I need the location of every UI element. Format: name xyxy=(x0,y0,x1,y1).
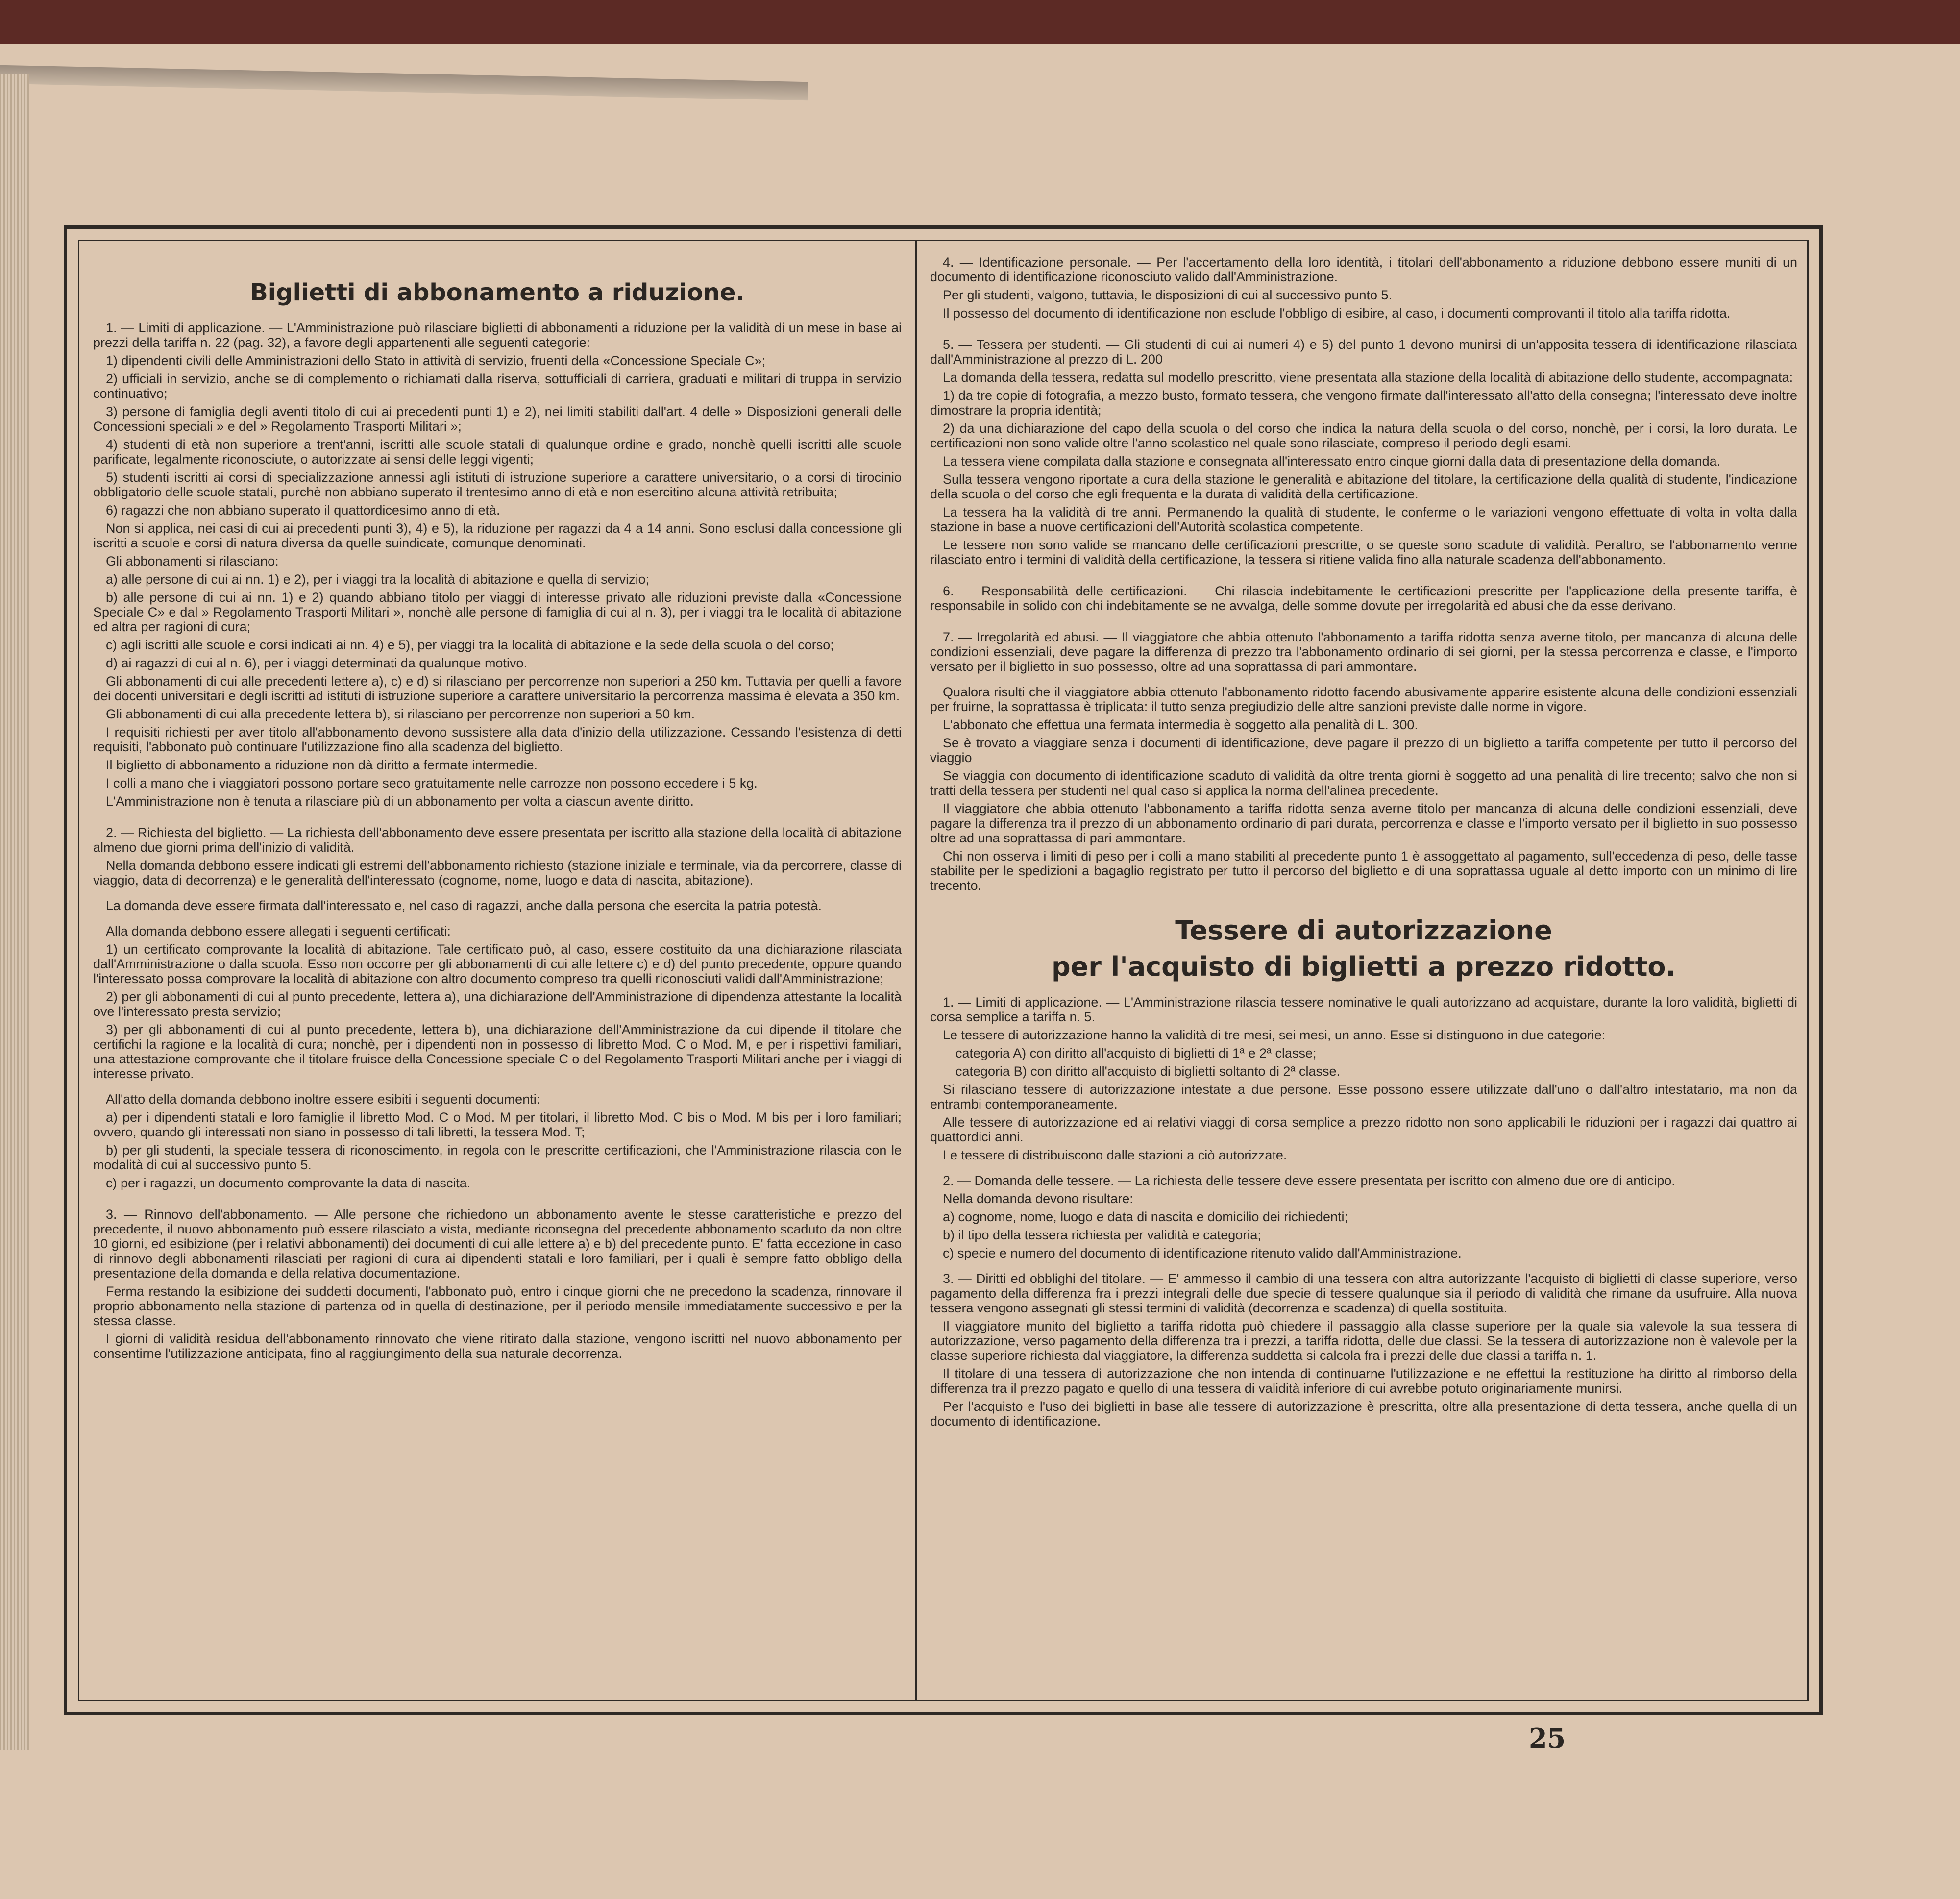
allegato-1: 1) un certificato comprovante la località di abitazione. Tale certificato può, al caso, essere costituito da una dichiarazione rilasciata dall'Amministrazione o dalla scuola. Esso non occorre per gli abbonamenti di cui alle lettere c) e d) del punto precedente, oppure quando l'interessato possa comprovare la località di abitazione con altro documento compreso tra quelli riconosciuti validi dall'Amministrazione; xyxy=(93,942,902,986)
category-2: 2) ufficiali in servizio, anche se di complemento o richiamati dalla riserva, sottufficiali di carriera, graduati e militari di truppa in servizio continuativo; xyxy=(93,371,902,401)
left-column xyxy=(93,255,902,1687)
paragraph-limiti-peso: Chi non osserva i limiti di peso per i colli a mano stabiliti al precedente punto 1 è assoggettato al pagamento, sull'eccedenza di peso, delle tasse stabilite per le spedizioni a bagaglio registrato per tutto il percorso del biglietto e di una soprattassa uguale al detto importo con un minimo di lire trecento. xyxy=(930,849,1797,893)
paragraph-tessere-ragazzi: Alle tessere di autorizzazione ed ai relativi viaggi di corsa semplice a prezzo ridotto non sono applicabili le riduzioni per i ragazzi dai quattro ai quattordici anni. xyxy=(930,1115,1797,1144)
allegato-2: 2) per gli abbonamenti di cui al punto precedente, lettera a), una dichiarazione dell'Amministrazione di dipendenza attestante la località ove l'interessato presta servizio; xyxy=(93,989,902,1019)
paragraph-passaggio-classe: Il viaggiatore munito del biglietto a tariffa ridotta può chiedere il passaggio alla classe superiore per la quale sia valevole la sua tessera di autorizzazione, verso pagamento della differenza tra i prezzi, a tariffa ridotta, delle due classi. Se la tessera di autorizzazione non è valevole per la classe superiore richiesta dal viaggiatore, la differenza suddetta si calcola fra i prezzi delle due classi a tariffa n. 1. xyxy=(930,1319,1797,1363)
category-5: 5) studenti iscritti ai corsi di specializzazione annessi agli istituti di istruzione superiore a carattere universitario, o a corsi di tirocinio obbligatorio delle scuole statali, purchè non abbiano superato il trentesimo anno di età e non esercitino alcuna attività retribuita; xyxy=(93,470,902,499)
paragraph-rilasciano: Gli abbonamenti si rilasciano: xyxy=(106,554,279,568)
rilascio-c: c) agli iscritti alle scuole e corsi indicati ai nn. 4) e 5), per viaggi tra la località di abitazione e la sede della scuola o del corso; xyxy=(106,638,834,652)
paragraph-tessere-intestate: Si rilasciano tessere di autorizzazione intestate a due persone. Esse possono essere utilizzate dall'uno o dall'altro intestatario, ma non da entrambi contemporaneamente. xyxy=(930,1082,1797,1111)
paragraph-rimborso: Il titolare di una tessera di autorizzazione che non intenda di continuarne l'utilizzazione e ne effettui la restituzione ha diritto al rimborso della differenza tra il prezzo pagato e quello di una tessera di validità inferiore di cui avrebbe potuto originariamente munirsi. xyxy=(930,1366,1797,1396)
page-number: 25 xyxy=(1529,1723,1566,1754)
tessera-requisito-2: 2) da una dichiarazione del capo della scuola o del corso che indica la natura della scuola o del corso, nonchè, per i corsi, la loro durata. Le certificazioni non sono valide oltre l'anno scolastico nel quale sono rilasciate, compreso il periodo degli esami. xyxy=(930,421,1797,450)
paragraph-senza-documenti: Se è trovato a viaggiare senza i documenti di identificazione, deve pagare il prezzo di un biglietto a tariffa competente per tutto il percorso del viaggio xyxy=(930,736,1797,765)
section-title-tessere-line-2: per l'acquisto di biglietti a prezzo ridotto. xyxy=(1051,951,1676,982)
paragraph-firma: La domanda deve essere firmata dall'interessato e, nel caso di ragazzi, anche dalla persona che esercita la patria potestà. xyxy=(106,898,822,913)
paragraph-domanda-tessere: 2. — Domanda delle tessere. — La richiesta delle tessere deve essere presentata per iscritto con almeno due ore di anticipo. xyxy=(943,1173,1675,1188)
paragraph-compilazione: La tessera viene compilata dalla stazione e consegnata all'interessato entro cinque giorni dalla data di presentazione della domanda. xyxy=(943,454,1721,469)
paragraph-domanda-estremi: Nella domanda debbono essere indicati gli estremi dell'abbonamento richiesto (stazione iniziale e terminale, via da percorrere, classe di viaggio, data di decorrenza) e le generalità dell'interessato (cognome, nome, luogo e data di nascita, abitazione). xyxy=(93,858,902,888)
paragraph-rinnovo-scadenza: Ferma restando la esibizione dei suddetti documenti, l'abbonato può, entro i cinque giorni che ne precedono la scadenza, rinnovare il proprio abbonamento nella stazione di partenza od in quella di destinazione, per il periodo mensile immediatamente successivo e per la stessa classe. xyxy=(93,1284,902,1328)
paragraph-validita-tessera: La tessera ha la validità di tre anni. Permanendo la qualità di studente, le conferme o le variazioni vengono effettuate di volta in volta dalla stazione in base a nuove certificazioni dell'Autorità scolastica competente. xyxy=(930,505,1797,534)
paragraph-limiti: 1. — Limiti di applicazione. — L'Amministrazione può rilasciare biglietti di abbonamenti a riduzione per la validità di un mese in base ai prezzi della tariffa n. 22 (pag. 32), a favore degli appartenenti alle seguenti categorie: xyxy=(93,321,902,350)
paragraph-domanda-tessera: La domanda della tessera, redatta sul modello prescritto, viene presentata alla stazione della località di abitazione dello studente, accompagnata: xyxy=(943,370,1793,385)
paragraph-rinnovo: 3. — Rinnovo dell'abbonamento. — Alle persone che richiedono un abbonamento avente le stesse caratteristiche e prezzo del precedente, il nuovo abbonamento può essere rilasciato a vista, mediante riconsegna del precedente abbonamento scaduto da non oltre 10 giorni, ed esibizione (per i relativi abbonamenti) dei documenti di cui alle lettere a) e b) del precedente punto. E' fatta eccezione in caso di rinnovo degli abbonamenti rilasciati per ragioni di cura ai dipendenti statali e loro familiari, per i quali è sempre fatto obbligo della presentazione della domanda e della relativa documentazione. xyxy=(93,1207,902,1281)
paragraph-percorrenze-1: Gli abbonamenti di cui alle precedenti lettere a), c) e d) si rilasciano per percorrenze non superiori a 250 km. Tuttavia per quelli a favore dei docenti universitari e degli iscritti ad istituti di istruzione superiore a carattere universitario la percorrenza massima è elevata a 350 km. xyxy=(93,674,902,703)
rilascio-d: d) ai ragazzi di cui al n. 6), per i viaggi determinati da qualunque motivo. xyxy=(106,656,527,670)
paragraph-possesso: Il possesso del documento di identificazione non esclude l'obbligo di esibire, al caso, i documenti comprovanti il titolo alla tariffa ridotta. xyxy=(943,306,1731,321)
rilascio-b: b) alle persone di cui ai nn. 1) e 2) quando abbiano titolo per viaggi di interesse privato alle riduzioni previste dalla «Concessione Speciale C» e dal » Regolamento Trasporti Militari », nonchè alle persone di famiglia di cui al n. 3), per i viaggi tra le località di abitazione ed altra per ragioni di cura; xyxy=(93,590,902,634)
document-inner-frame xyxy=(78,240,1809,1701)
page-stack-edge-left xyxy=(0,74,29,1750)
paragraph-tessere-validita: Le tessere di autorizzazione hanno la validità di tre mesi, sei mesi, un anno. Esse si distinguono in due categorie: xyxy=(943,1028,1606,1042)
paragraph-fermate: Il biglietto di abbonamento a riduzione non dà diritto a fermate intermedie. xyxy=(106,758,538,772)
section-title-abbonamento: Biglietti di abbonamento a riduzione. xyxy=(250,279,745,306)
category-4: 4) studenti di età non superiore a trent'anni, iscritti alle scuole statali di qualunque ordine e grado, nonchè quelli iscritti alle scuole parificate, legalmente riconosciute, o autorizzate ai sensi delle leggi vigenti; xyxy=(93,437,902,467)
domanda-voce-c: c) specie e numero del documento di identificazione ritenuto valido dall'Amministrazione. xyxy=(943,1246,1462,1260)
categoria-b: categoria B) con diritto all'acquisto di biglietti soltanto di 2ª classe. xyxy=(956,1064,1341,1079)
paragraph-validita-residua: I giorni di validità residua dell'abbonamento rinnovato che viene ritirato dalla stazione, vengono iscritti nel nuovo abbonamento per consentirne l'utilizzazione anticipata, fino al raggiungimento della sua naturale decorrenza. xyxy=(93,1332,902,1361)
paragraph-studenti-rinvio: Per gli studenti, valgono, tuttavia, le disposizioni di cui al successivo punto 5. xyxy=(943,288,1393,302)
column-divider xyxy=(915,241,917,1700)
category-1: 1) dipendenti civili delle Amministrazioni dello Stato in attività di servizio, fruenti della «Concessione Speciale C»; xyxy=(106,353,766,368)
document-frame xyxy=(64,225,1823,1715)
paragraph-allegati: Alla domanda debbono essere allegati i seguenti certificati: xyxy=(106,924,451,938)
paragraph-tessere-non-valide: Le tessere non sono valide se mancano delle certificazioni prescritte, o se queste sono scadute di validità. Peraltro, se l'abbonamento venne rilasciato entro i termini di validità della certificazione, la tessera si ritiene valida fino alla naturale scadenza dell'abbonamento. xyxy=(930,538,1797,567)
right-column xyxy=(930,255,1797,1687)
paragraph-percorrenze-2: Gli abbonamenti di cui alla precedente lettera b), si rilasciano per percorrenze non superiori a 50 km. xyxy=(106,707,695,721)
paragraph-tessere-distribuzione: Le tessere di distribuiscono dalle stazioni a ciò autorizzate. xyxy=(943,1148,1287,1162)
paragraph-tariffa-ridotta: Il viaggiatore che abbia ottenuto l'abbonamento a tariffa ridotta senza averne titolo per mancanza di alcuna delle condizioni essenziali, deve pagare la differenza tra il prezzo di un abbonamento ordinario di pari durata, percorrenza e classe e l'importo versato per il biglietto in suo possesso oltre ad una soprattassa di pari ammontare. xyxy=(930,801,1797,845)
paragraph-richiesta: 2. — Richiesta del biglietto. — La richiesta dell'abbonamento deve essere presentata per iscritto alla stazione della località di abitazione almeno due giorni prima dell'inizio di validità. xyxy=(93,825,902,855)
paragraph-diritti-obblighi: 3. — Diritti ed obblighi del titolare. — E' ammesso il cambio di una tessera con altra autorizzante l'acquisto di biglietti di classe superiore, verso pagamento della differenza fra i prezzi integrali delle due specie di tessere qualunque sia il periodo di validità che rimane da usufruire. Alla nuova tessera vengono assegnati gli stessi termini di validità (decorrenza e scadenza) di quella sostituita. xyxy=(930,1271,1797,1315)
paragraph-volta: L'Amministrazione non è tenuta a rilasciare più di un abbonamento per volta a ciascun avente diritto. xyxy=(106,794,694,809)
tessera-requisito-1: 1) da tre copie di fotografia, a mezzo busto, formato tessera, che vengono firmate dall'interessato all'atto della consegna; l'interessato deve inoltre dimostrare la propria identità; xyxy=(930,388,1797,418)
category-3: 3) persone di famiglia degli aventi titolo di cui ai precedenti punti 1) e 2), nei limiti stabiliti dall'art. 4 delle » Disposizioni generali delle Concessioni speciali » e del » Regolamento Trasporti Militari »; xyxy=(93,404,902,434)
documento-a: a) per i dipendenti statali e loro famiglie il libretto Mod. C o Mod. M per titolari, il libretto Mod. C bis o Mod. M bis per i loro familiari; ovvero, quando gli interessati non siano in possesso di tali libretti, la tessera Mod. T; xyxy=(93,1110,902,1139)
paragraph-requisiti: I requisiti richiesti per aver titolo all'abbonamento devono sussistere alla data d'inizio della utilizzazione. Cessando l'esistenza di detti requisiti, l'abbonato può continuare l'utilizzazione fino alla scadenza del biglietto. xyxy=(93,725,902,754)
paragraph-abuso: Qualora risulti che il viaggiatore abbia ottenuto l'abbonamento ridotto facendo abusivamente apparire esistente alcuna delle condizioni essenziali per fruirne, la soprattassa è triplicata: il tutto senza pregiudizio delle altre sanzioni previste dalle norme in vigore. xyxy=(930,685,1797,714)
paragraph-generalita: Sulla tessera vengono riportate a cura della stazione le generalità e abitazione del titolare, la certificazione della qualità di studente, l'indicazione della scuola o del corso che egli frequenta e la durata di validità della certificazione. xyxy=(930,472,1797,501)
paragraph-tessere-limiti: 1. — Limiti di applicazione. — L'Amministrazione rilascia tessere nominative le quali autorizzano ad acquistare, durante la loro validità, biglietti di corsa semplice a tariffa n. 5. xyxy=(930,995,1797,1024)
category-6: 6) ragazzi che non abbiano superato il quattordicesimo anno di età. xyxy=(106,503,500,518)
documento-c: c) per i ragazzi, un documento comprovante la data di nascita. xyxy=(106,1176,471,1190)
rilascio-a: a) alle persone di cui ai nn. 1) e 2), per i viaggi tra la località di abitazione e quella di servizio; xyxy=(106,572,650,587)
paragraph-domanda-risultare: Nella domanda devono risultare: xyxy=(943,1191,1133,1206)
paragraph-responsabilita: 6. — Responsabilità delle certificazioni. — Chi rilascia indebitamente le certificazioni prescritte per l'applicazione della presente tariffa, è responsabile in solido con chi indebitamente se ne avvalga, delle somme dovute per irregolarità ed abusi che da esse derivano. xyxy=(930,584,1797,613)
paragraph-tessera-studenti: 5. — Tessera per studenti. — Gli studenti di cui ai numeri 4) e 5) del punto 1 devono munirsi di un'apposita tessera di identificazione rilasciata dall'Amministrazione al prezzo di L. 200 xyxy=(930,337,1797,367)
categoria-a: categoria A) con diritto all'acquisto di biglietti di 1ª e 2ª classe; xyxy=(956,1046,1317,1060)
domanda-voce-a: a) cognome, nome, luogo e data di nascita e domicilio dei richiedenti; xyxy=(943,1209,1348,1224)
paragraph-fermata-penalita: L'abbonato che effettua una fermata intermedia è soggetto alla penalità di L. 300. xyxy=(943,717,1418,732)
domanda-voce-b: b) il tipo della tessera richiesta per validità e categoria; xyxy=(943,1228,1261,1242)
allegato-3: 3) per gli abbonamenti di cui al punto precedente, lettera b), una dichiarazione dell'Amministrazione da cui dipende il titolare che certifichi la ragione e la località di cura; nonchè, per i dipendenti non in possesso di libretto Mod. C o Mod. M, e per i rispettivi familiari, una attestazione comprovante che il titolare fruisce della Concessione speciale C o del Regolamento Trasporti Militari anche per i viaggi di interesse privato. xyxy=(93,1022,902,1081)
paragraph-esibiti: All'atto della domanda debbono inoltre essere esibiti i seguenti documenti: xyxy=(106,1092,540,1107)
paragraph-identificazione: 4. — Identificazione personale. — Per l'accertamento della loro identità, i titolari dell'abbonamento a riduzione debbono essere muniti di un documento di identificazione riconosciuto valido dall'Amministrazione. xyxy=(930,255,1797,284)
paragraph-esclusioni: Non si applica, nei casi di cui ai precedenti punti 3), 4) e 5), la riduzione per ragazzi da 4 a 14 anni. Sono esclusi dalla concessione gli iscritti a scuole e corsi di natura diversa da quelle suindicate, comunque denominati. xyxy=(93,521,902,550)
documento-b: b) per gli studenti, la speciale tessera di riconoscimento, in regola con le prescritte certificazioni, che l'Amministrazione rilascia con le modalità di cui al successivo punto 5. xyxy=(93,1143,902,1172)
section-title-tessere-line-1: Tessere di autorizzazione xyxy=(1175,915,1552,946)
paragraph-irregolarita: 7. — Irregolarità ed abusi. — Il viaggiatore che abbia ottenuto l'abbonamento a tariffa ridotta senza averne titolo, per mancanza di alcuna delle condizioni essenziali, deve pagare la differenza di prezzo tra l'abbonamento ordinario di sei giorni, per la stessa percorrenza e classe, e l'importo versato per il biglietto in suo possesso, oltre ad una soprattassa di pari ammontare. xyxy=(930,630,1797,674)
section-title-tessere xyxy=(930,913,1797,985)
paragraph-documento-scaduto: Se viaggia con documento di identificazione scaduto di validità da oltre trenta giorni è soggetto ad una penalità di lire trecento; salvo che non si tratti della tessera per studenti nel qual caso si applica la norma dell'alinea precedente. xyxy=(930,768,1797,798)
paragraph-colli: I colli a mano che i viaggiatori possono portare seco gratuitamente nelle carrozze non possono eccedere i 5 kg. xyxy=(106,776,758,790)
paragraph-acquisto-uso: Per l'acquisto e l'uso dei biglietti in base alle tessere di autorizzazione è prescritta, oltre alla presentazione di detta tessera, anche quella di un documento di identificazione. xyxy=(930,1399,1797,1429)
